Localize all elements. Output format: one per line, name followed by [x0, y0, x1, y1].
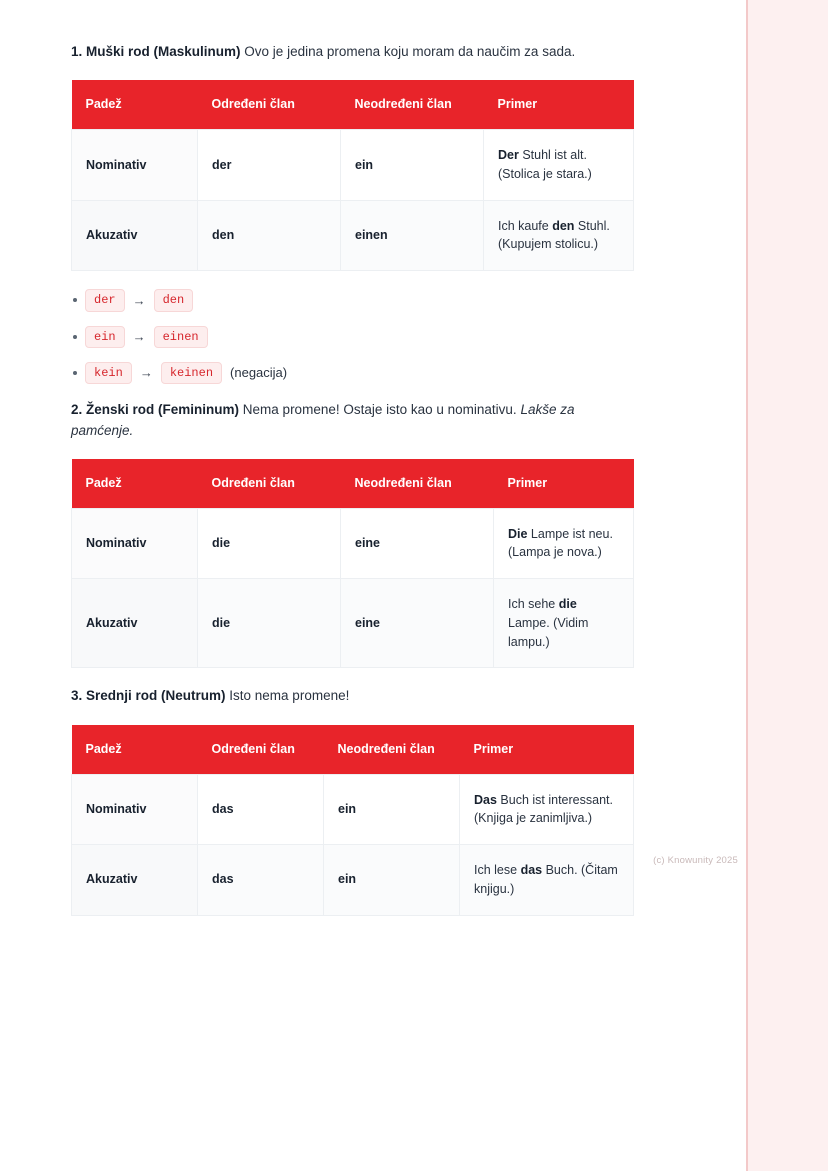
cell-example	[494, 579, 634, 668]
table-row	[72, 130, 634, 201]
column-header-case: Padež	[72, 80, 198, 129]
table-body-neuter	[72, 774, 634, 915]
chip-from: ein	[85, 326, 125, 348]
example-bold-word: die	[558, 597, 577, 612]
cell-definite: den	[198, 200, 341, 271]
column-header-definite: Određeni član	[198, 725, 324, 774]
cell-case: Nominativ	[72, 508, 198, 579]
cell-case: Nominativ	[72, 130, 198, 201]
table-row	[72, 845, 634, 916]
cell-case: Akuzativ	[72, 845, 198, 916]
arrow-icon: →	[132, 292, 146, 308]
chip-from: kein	[85, 362, 132, 384]
column-header-example: Primer	[484, 80, 634, 129]
chip-to: einen	[154, 326, 208, 348]
section-2-intro-italic: Lakše za pamćenje.	[71, 402, 575, 438]
declension-table-feminine	[71, 459, 634, 669]
table-row	[72, 579, 634, 668]
cell-indefinite: einen	[341, 200, 484, 271]
cell-example	[484, 130, 634, 201]
column-header-example: Primer	[460, 725, 634, 774]
cell-definite: das	[198, 845, 324, 916]
table-body-masculine	[72, 130, 634, 271]
table-row	[72, 774, 634, 845]
example-bold-lead: Das	[474, 792, 497, 807]
cell-indefinite: ein	[324, 774, 460, 845]
example-prefix: Ich lese	[474, 863, 521, 878]
cell-example	[484, 200, 634, 271]
chip-note: (negacija)	[230, 365, 288, 381]
declension-table-neuter	[71, 725, 634, 916]
table-header-neuter	[72, 725, 634, 774]
column-header-definite: Određeni član	[198, 80, 341, 129]
table-header-row	[72, 80, 634, 129]
table-row	[72, 200, 634, 271]
page-footer: (c) Knowunity 2025	[653, 854, 738, 866]
example-rest: Lampe ist neu. (Lampa je nova.)	[508, 526, 613, 560]
cell-case: Akuzativ	[72, 200, 198, 271]
example-prefix: Ich kaufe	[498, 218, 553, 233]
example-rest: Buch. (Čitam knjigu.)	[474, 863, 618, 896]
chip-to: keinen	[161, 362, 222, 384]
cell-indefinite: eine	[341, 579, 494, 668]
cell-case: Nominativ	[72, 774, 198, 845]
example-bold-word: das	[520, 863, 543, 878]
table-body-feminine	[72, 508, 634, 668]
column-header-indefinite: Neodređeni član	[324, 725, 460, 774]
cell-indefinite: ein	[324, 845, 460, 916]
example-prefix: Ich sehe	[508, 597, 559, 612]
list-item	[85, 326, 637, 348]
column-header-example: Primer	[494, 459, 634, 508]
example-bold-lead: Die	[508, 526, 528, 541]
table-row	[72, 508, 634, 579]
section-2-heading: 2. Ženski rod (Femininum)	[71, 402, 240, 418]
cell-definite: das	[198, 774, 324, 845]
cell-indefinite: eine	[341, 508, 494, 579]
table-header-feminine	[72, 459, 634, 508]
list-item	[85, 289, 637, 311]
cell-definite: die	[198, 508, 341, 579]
arrow-icon: →	[132, 328, 146, 344]
cell-definite: die	[198, 579, 341, 668]
column-header-case: Padež	[72, 459, 198, 508]
section-3-heading-paragraph	[71, 686, 637, 706]
section-2-heading-paragraph	[71, 400, 637, 441]
column-header-indefinite: Neodređeni član	[341, 80, 484, 129]
example-bold-word: den	[552, 218, 575, 233]
section-3-intro: Isto nema promene!	[229, 688, 350, 704]
document-content	[71, 42, 637, 916]
table-header-masculine	[72, 80, 634, 129]
section-1-intro: Ovo je jedina promena koju moram da naučim za sada.	[244, 44, 576, 59]
section-3-heading: 3. Srednji rod (Neutrum)	[71, 688, 226, 704]
example-rest: Buch ist interessant. (Knjiga je zanimljiva.)	[474, 792, 613, 826]
column-header-indefinite: Neodređeni član	[341, 459, 494, 508]
list-item	[85, 362, 637, 384]
section-1-heading: 1. Muški rod (Maskulinum)	[71, 44, 241, 59]
arrow-icon: →	[139, 365, 153, 381]
example-rest: Stuhl. (Kupujem stolicu.)	[498, 218, 610, 252]
section-1-heading-paragraph	[71, 42, 637, 62]
transform-list	[71, 289, 637, 384]
chip-to: den	[154, 289, 194, 311]
declension-table-masculine	[71, 80, 634, 271]
cell-example	[460, 774, 634, 845]
cell-indefinite: ein	[341, 130, 484, 201]
table-header-row	[72, 725, 634, 774]
table-header-row	[72, 459, 634, 508]
column-header-case: Padež	[72, 725, 198, 774]
example-bold-lead: Der	[498, 148, 519, 163]
cell-case: Akuzativ	[72, 579, 198, 668]
example-rest: Stuhl ist alt. (Stolica je stara.)	[498, 148, 592, 181]
cell-example	[460, 845, 634, 916]
cell-example	[494, 508, 634, 579]
column-header-definite: Određeni član	[198, 459, 341, 508]
chip-from: der	[85, 289, 125, 311]
section-2-intro: Nema promene! Ostaje isto kao u nominativu.	[242, 402, 517, 418]
cell-definite: der	[198, 130, 341, 201]
example-rest: Lampe. (Vidim lampu.)	[508, 615, 589, 649]
